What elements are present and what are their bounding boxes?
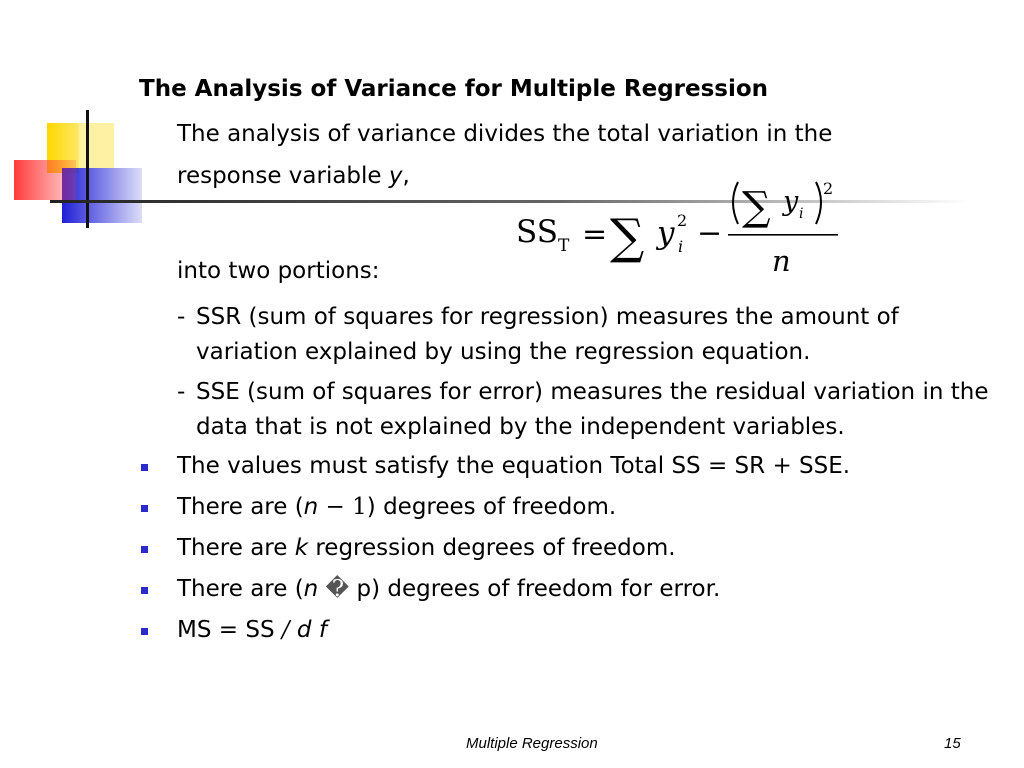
formula-left-paren	[733, 182, 738, 224]
formula-exponent: 2	[677, 211, 688, 230]
formula-numerator-i: i	[799, 206, 804, 222]
intro-line-2	[177, 163, 410, 189]
sub-item-text: SSR (sum of squares for regression) measures the amount of variation explained by using the regression equation.	[196, 304, 899, 365]
formula-fraction-bar	[728, 234, 838, 236]
variable-k: k	[294, 535, 309, 561]
variable-n: n	[303, 576, 319, 602]
formula-numerator-sigma: ∑	[742, 184, 771, 230]
variable-y: y	[388, 163, 403, 189]
bullet-marker	[141, 505, 148, 512]
equals-sign: =	[218, 617, 239, 643]
sub-item-text: SSE (sum of squares for error) measures the residual variation in the data that is not explained by the independent variables.	[196, 379, 989, 440]
bullet-total-df	[177, 494, 616, 520]
bullet-error-df	[177, 576, 720, 602]
into-two-portions: into two portions:	[177, 258, 380, 284]
sub-item-sse	[177, 375, 997, 445]
bullet-marker	[141, 587, 148, 594]
bullet-text: SR	[727, 453, 773, 479]
variable-df: d f	[289, 617, 327, 643]
bullet-text: ) degrees of freedom.	[366, 494, 617, 520]
formula-equals: =	[582, 217, 608, 252]
total-sum-of-squares-formula	[510, 170, 850, 280]
formula-y: y	[657, 215, 675, 251]
formula-sigma: ∑	[610, 209, 645, 265]
intro-text: response variable	[177, 163, 389, 189]
intro-comma: ,	[402, 163, 410, 189]
bullet-marker	[141, 628, 148, 635]
intro-line-1: The analysis of variance divides the total variation in the	[177, 121, 833, 147]
number-one: 1	[352, 494, 367, 520]
bullet-text: SSE.	[791, 453, 851, 479]
formula-minus: −	[697, 216, 723, 251]
formula-denominator-n: n	[772, 244, 791, 278]
equals-sign: =	[707, 453, 728, 479]
bullet-mean-square	[177, 617, 327, 643]
bullet-regression-df	[177, 535, 676, 561]
variable-n: n	[303, 494, 319, 520]
missing-glyph-box: �	[318, 576, 357, 602]
division-slash: /	[281, 617, 290, 643]
bullet-text: There are (	[177, 494, 304, 520]
bullet-marker	[141, 546, 148, 553]
formula-subscript-t: T	[558, 236, 570, 256]
formula-numerator-exponent: 2	[823, 179, 834, 198]
bullet-text: There are (	[177, 576, 304, 602]
slide-title: The Analysis of Variance for Multiple Regression	[139, 76, 769, 102]
minus-sign: −	[318, 494, 353, 520]
formula-numerator-y: y	[783, 186, 799, 217]
bullet-text: SS	[238, 617, 282, 643]
formula-right-paren	[816, 182, 821, 224]
sub-item-dash: -	[177, 379, 186, 405]
bullet-text: regression degrees of freedom.	[308, 535, 676, 561]
formula-ss: SS	[516, 214, 558, 250]
page-number: 15	[944, 735, 961, 752]
bullet-marker	[141, 464, 148, 471]
plus-sign: +	[772, 453, 792, 479]
bullet-total-ss	[177, 453, 850, 479]
bullet-text: p) degrees of freedom for error.	[356, 576, 721, 602]
footer-title: Multiple Regression	[466, 735, 598, 752]
formula-i: i	[678, 237, 684, 256]
bullet-text: MS	[177, 617, 219, 643]
sub-item-ssr	[177, 300, 997, 370]
sub-item-dash: -	[177, 304, 186, 330]
bullet-text: The values must satisfy the equation Total SS	[177, 453, 708, 479]
bullet-text: There are	[177, 535, 295, 561]
